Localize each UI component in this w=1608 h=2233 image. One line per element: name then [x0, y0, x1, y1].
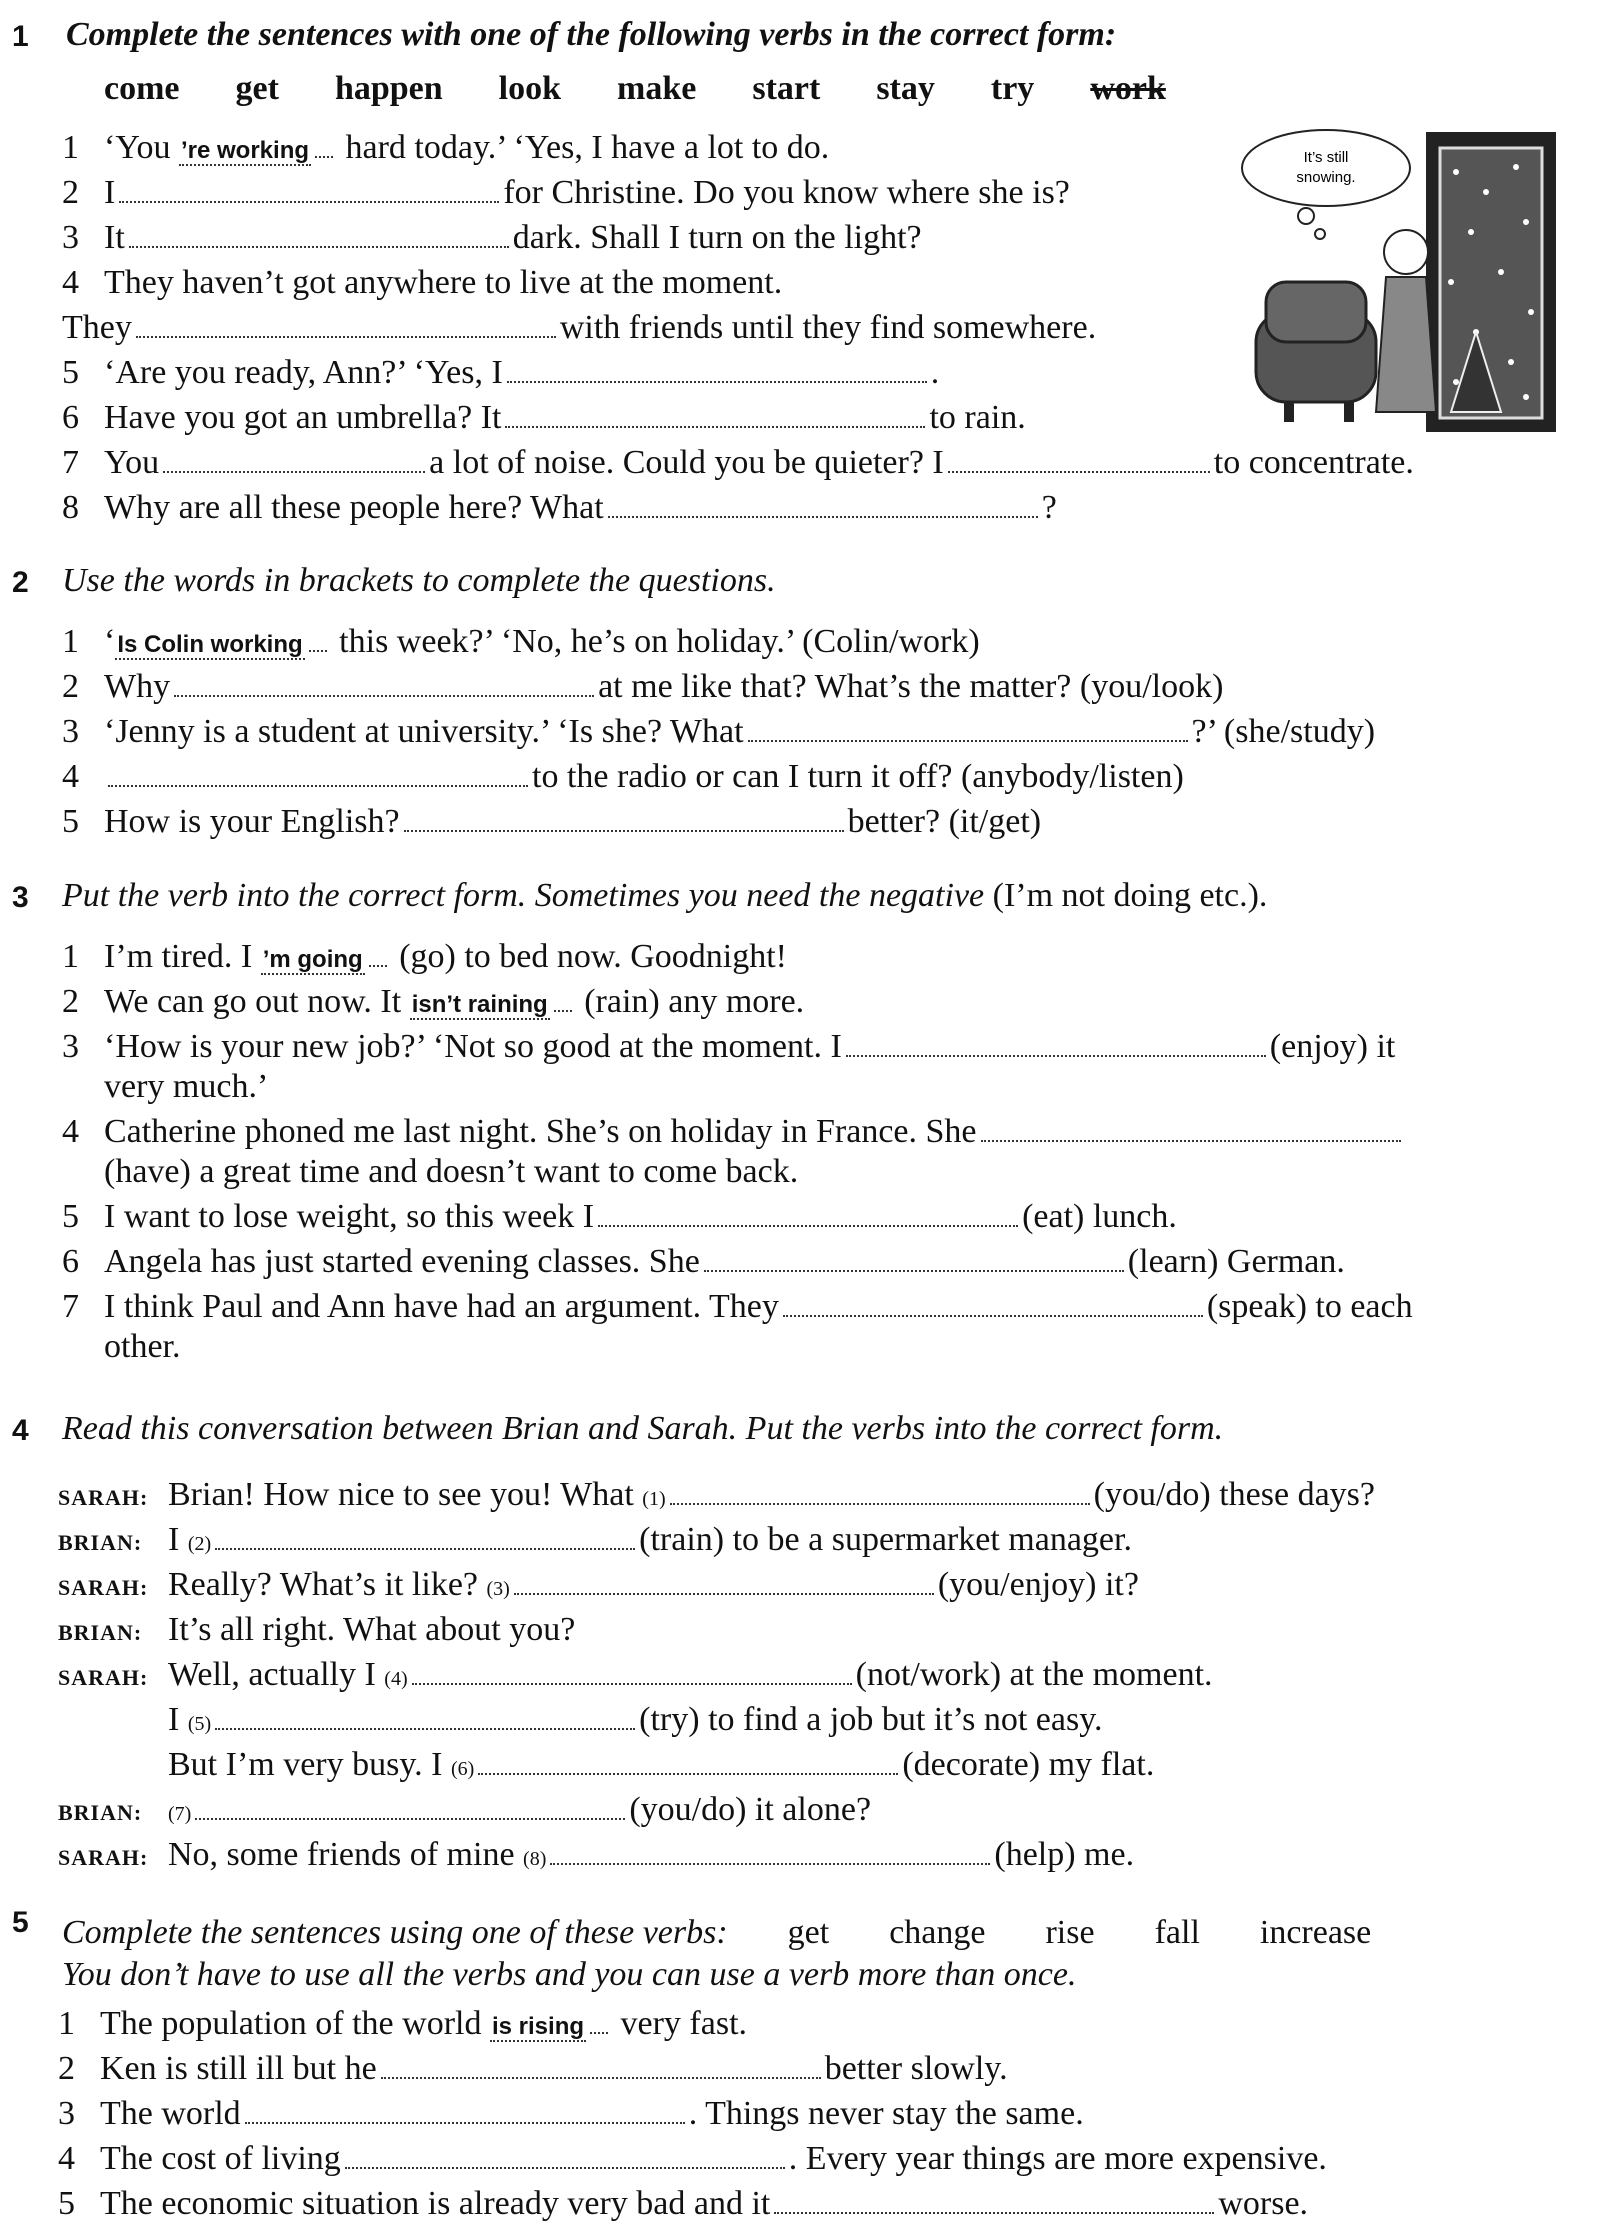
- snowing-window-illustration: [1236, 112, 1566, 442]
- answer-blank[interactable]: [846, 1027, 1266, 1057]
- answer-blank[interactable]: [514, 1565, 934, 1595]
- verb-option: rise: [1045, 1914, 1095, 1951]
- answer-blank[interactable]: [129, 218, 509, 248]
- answer-blank[interactable]: [478, 1745, 898, 1775]
- word-item-crossed-out: work: [1090, 70, 1166, 107]
- answer-blank[interactable]: [381, 2049, 821, 2079]
- sentence-line: 5 How is your English? better? (it/get): [62, 803, 1042, 840]
- answer-blank[interactable]: [215, 1520, 635, 1550]
- answer-blank[interactable]: [608, 488, 1038, 518]
- dialogue-line: BRIAN: I (2) (train) to be a supermarket manager.: [58, 1521, 1132, 1558]
- dialogue-line: BRIAN: It’s all right. What about you?: [58, 1611, 576, 1648]
- sentence-line: 3 The world . Things never stay the same.: [58, 2095, 1084, 2132]
- example-answer: ’m going: [262, 946, 363, 973]
- answer-blank[interactable]: [598, 1197, 1018, 1227]
- dialogue-line: SARAH: Well, actually I (4) (not/work) at the moment.: [58, 1656, 1213, 1693]
- word-item: happen: [334, 70, 443, 107]
- word-item: come: [104, 70, 180, 107]
- exercise-instruction: Use the words in brackets to complete the questions.: [62, 562, 776, 599]
- answer-blank[interactable]: [215, 1700, 635, 1730]
- answer-blank[interactable]: [345, 2139, 785, 2169]
- sentence-line: 5 The economic situation is already very bad and it worse.: [58, 2185, 1309, 2222]
- answer-blank[interactable]: [163, 443, 425, 473]
- answer-blank[interactable]: [412, 1655, 852, 1685]
- speech-bubble-text: It’s still: [1303, 149, 1349, 166]
- answer-blank[interactable]: [981, 1112, 1401, 1142]
- answer-blank[interactable]: [245, 2094, 685, 2124]
- word-item: stay: [876, 70, 935, 107]
- answer-blank[interactable]: [948, 443, 1210, 473]
- sentence-line: 8 Why are all these people here? What ?: [62, 489, 1057, 526]
- exercise-number: 2: [12, 566, 29, 599]
- verb-option: change: [889, 1914, 986, 1951]
- sentence-line: 4 to the radio or can I turn it off? (anybody/listen): [62, 758, 1184, 795]
- exercise-instruction: Put the verb into the correct form. Sometimes you need the negative (I’m not doing etc.).: [62, 877, 1268, 914]
- sentence-line: (have) a great time and doesn’t want to come back.: [104, 1153, 799, 1190]
- sentence-line: 6 Have you got an umbrella? It to rain.: [62, 399, 1026, 436]
- sentence-line: 2 Ken is still ill but he better slowly.: [58, 2050, 1008, 2087]
- answer-blank[interactable]: [136, 308, 556, 338]
- answer-blank[interactable]: [550, 1835, 990, 1865]
- answer-blank[interactable]: [195, 1790, 625, 1820]
- answer-blank[interactable]: [704, 1242, 1124, 1272]
- word-item: try: [990, 70, 1035, 107]
- example-answer: ’re working: [180, 137, 310, 164]
- sentence-line: 2 We can go out now. It isn’t raining (rain) any more.: [62, 983, 805, 1020]
- verb-option: increase: [1259, 1914, 1372, 1951]
- answer-blank[interactable]: [174, 667, 594, 697]
- exercise-number: 3: [12, 881, 29, 914]
- sentence-line: 1 ‘You ’re working hard today.’ ‘Yes, I have a lot to do.: [62, 129, 830, 166]
- sentence-line: 4 Catherine phoned me last night. She’s on holiday in France. She: [62, 1112, 1405, 1152]
- sentence-line: 1 The population of the world is rising very fast.: [58, 2005, 748, 2042]
- word-item: get: [235, 70, 279, 107]
- sentence-line: 7 I think Paul and Ann have had an argument. They (speak) to each: [62, 1288, 1413, 1325]
- dialogue-line: I (5) (try) to find a job but it’s not easy.: [168, 1701, 1103, 1738]
- answer-blank[interactable]: [505, 398, 925, 428]
- dialogue-line: SARAH: Really? What’s it like? (3) (you/enjoy) it?: [58, 1566, 1139, 1603]
- sentence-line: 4 They haven’t got anywhere to live at the moment.: [62, 264, 783, 301]
- answer-blank[interactable]: [119, 173, 499, 203]
- sentence-line: 3 It dark. Shall I turn on the light?: [62, 219, 922, 256]
- answer-blank[interactable]: [404, 802, 844, 832]
- exercise-number: 1: [12, 20, 29, 53]
- dialogue-line: But I’m very busy. I (6) (decorate) my flat.: [168, 1746, 1155, 1783]
- exercise-number: 5: [12, 1906, 29, 1939]
- verb-word-list: [104, 70, 1222, 108]
- verb-option: get: [787, 1914, 830, 1951]
- sentence-line: 5 ‘Are you ready, Ann?’ ‘Yes, I .: [62, 354, 940, 391]
- exercise-instruction: Complete the sentences with one of the following verbs in the correct form:: [66, 16, 1117, 53]
- sentence-line: 2 I for Christine. Do you know where she is?: [62, 174, 1070, 211]
- svg-text:snowing.: snowing.: [1296, 169, 1356, 186]
- word-item: start: [752, 70, 821, 107]
- exercise-number: 4: [12, 1414, 29, 1447]
- sentence-line: 7 You a lot of noise. Could you be quieter? I to concentrate.: [62, 444, 1414, 481]
- sentence-line: 1 I’m tired. I ’m going (go) to bed now. Goodnight!: [62, 938, 787, 975]
- sentence-line: 5 I want to lose weight, so this week I (eat) lunch.: [62, 1198, 1177, 1235]
- answer-blank[interactable]: [774, 2184, 1214, 2214]
- dialogue-line: BRIAN: (7) (you/do) it alone?: [58, 1791, 872, 1828]
- exercise-instruction: Read this conversation between Brian and Sarah. Put the verbs into the correct form.: [62, 1410, 1224, 1447]
- sentence-line: 3 ‘How is your new job?’ ‘Not so good at the moment. I (enjoy) it: [62, 1028, 1396, 1065]
- example-answer: isn’t raining: [411, 991, 548, 1018]
- answer-blank[interactable]: [670, 1475, 1090, 1505]
- exercise-instruction: Complete the sentences using one of these verbs: get change rise fall increase: [62, 1914, 1372, 1951]
- sentence-line: 2 Why at me like that? What’s the matter? (you/look): [62, 668, 1224, 705]
- word-item: make: [617, 70, 697, 107]
- sentence-line: They with friends until they find somewhere.: [62, 309, 1097, 346]
- sentence-line: very much.’: [104, 1068, 269, 1105]
- sentence-line: 3 ‘Jenny is a student at university.’ ‘Is she? What ?’ (she/study): [62, 713, 1376, 750]
- example-answer: is rising: [491, 2013, 585, 2040]
- dialogue-line: SARAH: Brian! How nice to see you! What (1) (you/do) these days?: [58, 1476, 1375, 1513]
- answer-blank[interactable]: [783, 1287, 1203, 1317]
- answer-blank[interactable]: [748, 712, 1188, 742]
- verb-option: fall: [1154, 1914, 1200, 1951]
- sentence-line: 1 ‘Is Colin working this week?’ ‘No, he’s on holiday.’ (Colin/work): [62, 623, 980, 660]
- sentence-line: 4 The cost of living . Every year things are more expensive.: [58, 2140, 1327, 2177]
- answer-blank[interactable]: [507, 353, 927, 383]
- example-answer: Is Colin working: [117, 631, 303, 658]
- dialogue-line: SARAH: No, some friends of mine (8) (help) me.: [58, 1836, 1135, 1873]
- sentence-line: 6 Angela has just started evening classes. She (learn) German.: [62, 1243, 1345, 1280]
- word-item: look: [498, 70, 562, 107]
- answer-blank[interactable]: [108, 757, 528, 787]
- exercise-instruction-2: You don’t have to use all the verbs and you can use a verb more than once.: [62, 1956, 1077, 1993]
- sentence-line: other.: [104, 1328, 181, 1365]
